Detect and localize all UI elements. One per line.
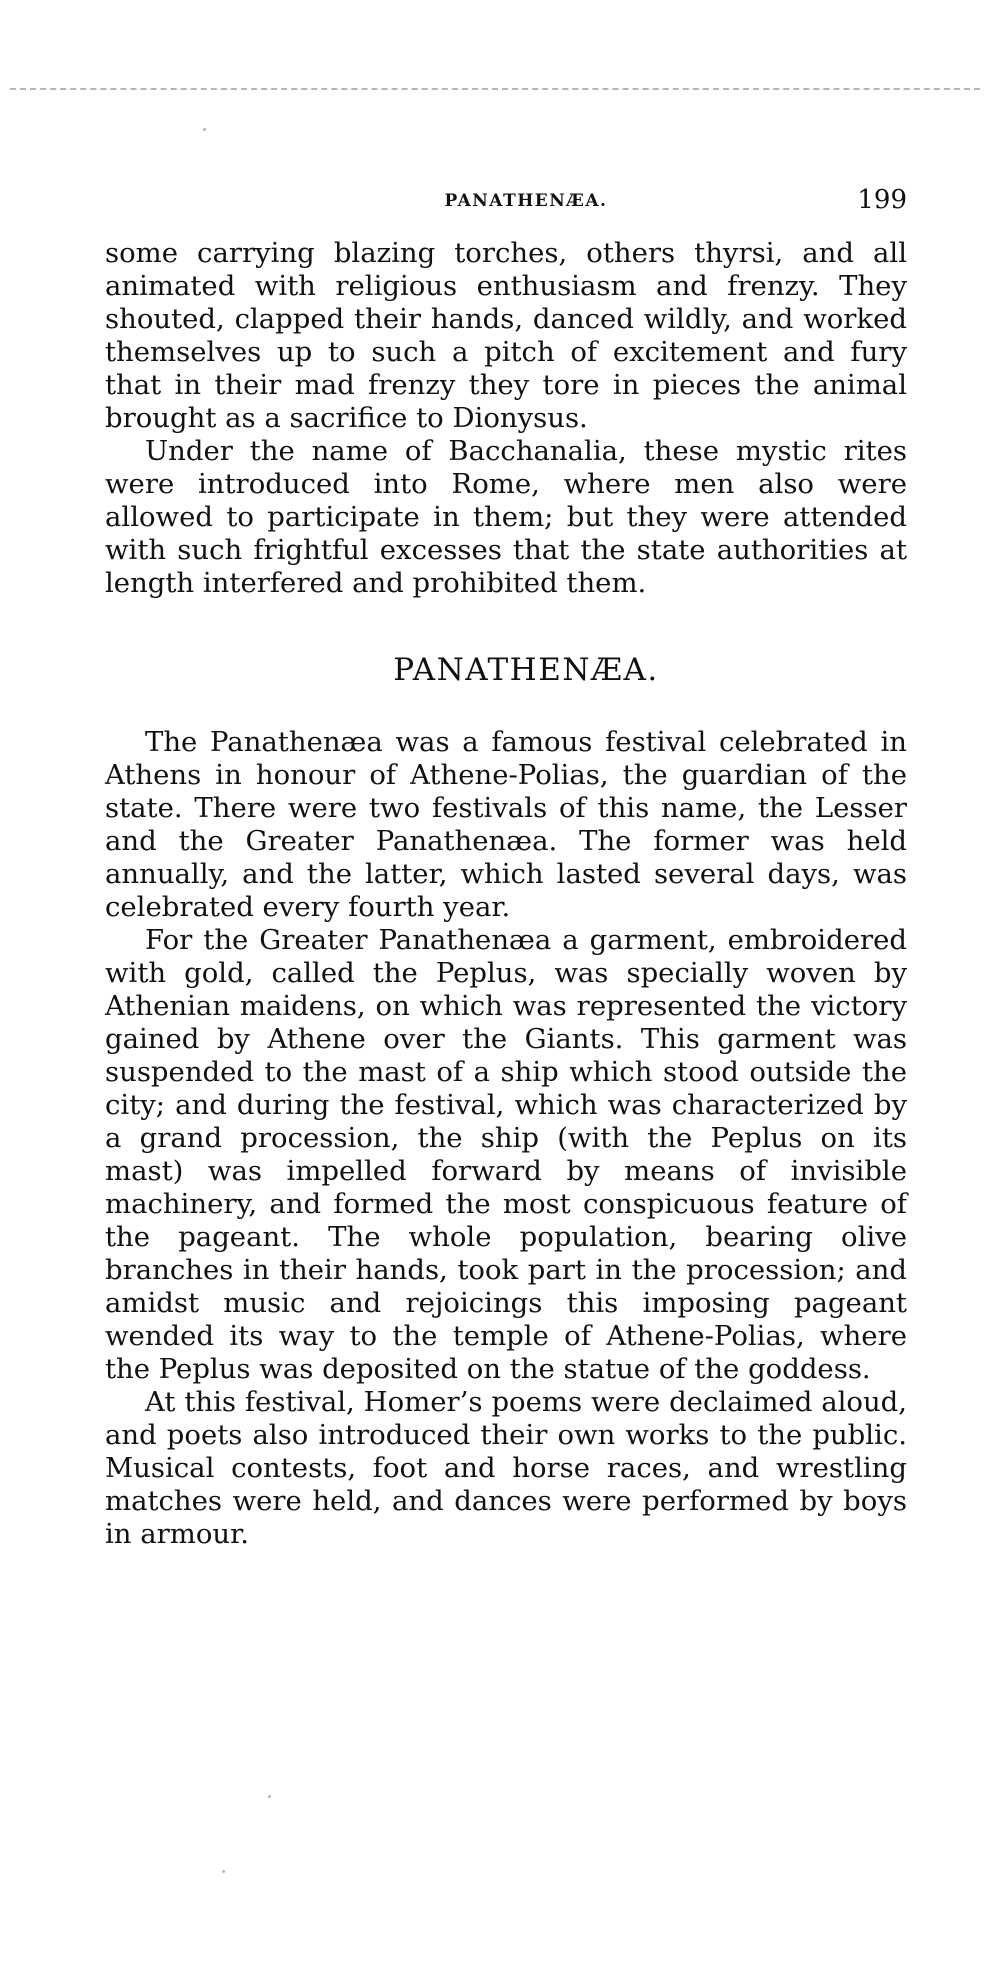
running-title: PANATHENÆA. [444,191,608,211]
paragraph-festival-contests: At this festival, Homer’s poems were declaimed aloud, and poets also introduced their own works to the public. Musical contests, foot and horse races, and wrestling matches were held, and dances were performed by boys in armour. [105,1386,907,1550]
paragraph-bacchanalia: Under the name of Bacchanalia, these mystic rites were introduced into Rome, where men also were allowed to participate in them; but they were attended with such frightful excesses that the state authorities at length interfered and prohibited them. [105,435,907,599]
page-number: 199 [857,185,907,215]
paragraph-peplus: For the Greater Panathenæa a garment, embroidered with gold, called the Peplus, was specially woven by Athenian maidens, on which was represented the victory gained by Athene over the Giants. This garment was suspended to the mast of a ship which stood outside the city; and during the festival, which was characterized by a grand procession, the ship (with the Peplus on its mast) was impelled forward by means of invisible machinery, and formed the most conspicuous feature of the pageant. The whole population, bearing olive branches in their hands, took part in the procession; and amidst music and rejoicings this imposing pageant wended its way to the temple of Athene-Polias, where the Peplus was deposited on the statue of the goddess. [105,924,907,1385]
running-head [105,185,907,225]
scan-speck [268,1795,271,1798]
scan-speck [222,1870,225,1873]
paragraph-continued: some carrying blazing torches, others thyrsi, and all animated with religious enthusiasm and frenzy. They shouted, clapped their hands, danced wildly, and worked themselves up to such a pitch of excitement and fury that in their mad frenzy they tore in pieces the animal brought as a sacrifice to Dionysus. [105,237,907,434]
scan-edge-line [10,88,980,90]
book-page [105,185,907,1551]
section-heading: PANATHENÆA. [393,652,659,688]
scan-speck [203,128,206,131]
paragraph-panathenaea-intro: The Panathenæa was a famous festival celebrated in Athens in honour of Athene-Polias, the guardian of the state. There were two festivals of this name, the Lesser and the Greater Panathenæa. The former was held annually, and the latter, which lasted several days, was celebrated every fourth year. [105,726,907,923]
